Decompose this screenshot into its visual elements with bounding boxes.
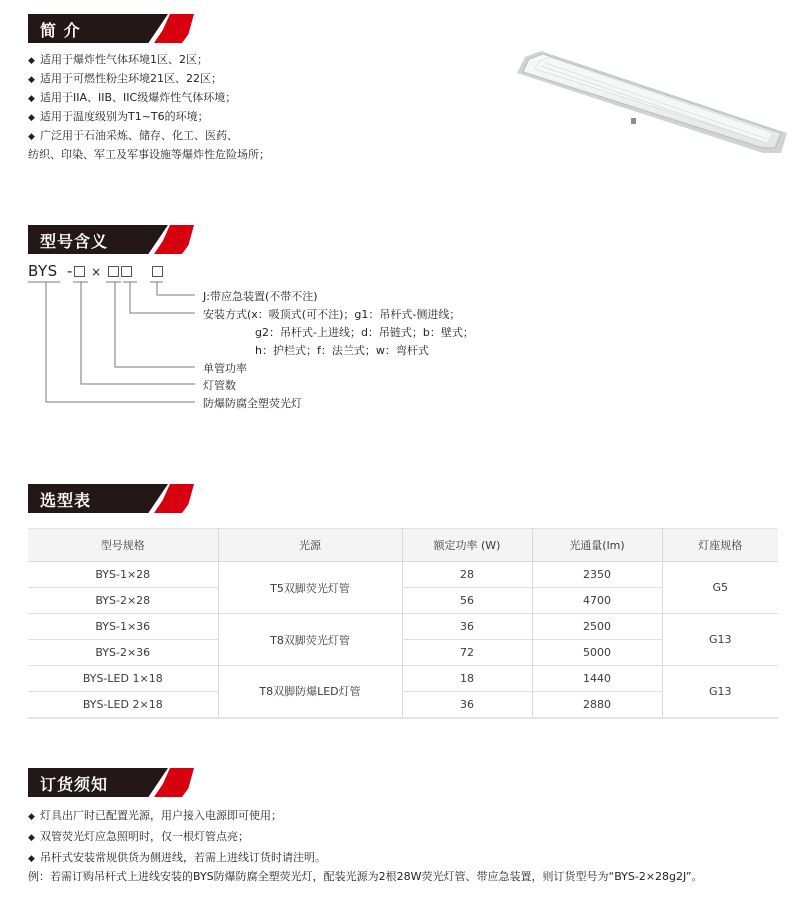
cell-model: BYS-LED 1×18 <box>28 666 218 692</box>
section-header-selection <box>28 484 194 513</box>
list-item: ◆ 适用于温度级别为T1~T6的环境； <box>28 108 270 127</box>
cell-flux: 1440 <box>532 666 662 692</box>
list-item-continuation: 纺织、印染、军工及军事设施等爆炸性危险场所； <box>28 148 270 161</box>
selection-table <box>28 528 778 719</box>
list-item: ◆ 双管荧光灯应急照明时，仅一根灯管点亮； <box>28 827 326 848</box>
model-dash: - <box>66 262 73 280</box>
model-label-install-1: 安装方式(x：吸顶式(可不注)；g1：吊杆式-侧进线； <box>203 308 461 321</box>
cell-power: 56 <box>402 588 532 614</box>
cell-model: BYS-2×36 <box>28 640 218 666</box>
model-label-count: 灯管数 <box>203 379 236 392</box>
diamond-bullet-icon: ◆ <box>28 94 35 104</box>
cell-base: G5 <box>662 562 778 614</box>
model-label-install-3: h：护栏式；f：法兰式；w：弯杆式 <box>255 344 429 357</box>
cell-base: G13 <box>662 614 778 666</box>
list-item: ◆ 吊杆式安装常规供货为侧进线，若需上进线订货时请注明。 <box>28 848 326 869</box>
cell-flux: 2500 <box>532 614 662 640</box>
ordering-example: 例：若需订购吊杆式上进线安装的BYS防爆防腐全塑荧光灯，配装光源为2根28W荧光灯管、带应急装置，则订货型号为“BYS-2×28g2J”。 <box>28 870 703 883</box>
cell-model: BYS-2×28 <box>28 588 218 614</box>
col-header-source: 光源 <box>218 529 402 562</box>
cell-model: BYS-1×36 <box>28 614 218 640</box>
col-header-base: 灯座规格 <box>662 529 778 562</box>
model-prefix: BYS <box>28 262 58 280</box>
model-label-power: 单管功率 <box>203 362 247 375</box>
cell-flux: 5000 <box>532 640 662 666</box>
cell-power: 72 <box>402 640 532 666</box>
section-title-selection: 选型表 <box>40 491 92 510</box>
section-title-ordering: 订货须知 <box>40 775 109 794</box>
diamond-bullet-icon: ◆ <box>28 833 35 843</box>
table-row <box>28 562 778 588</box>
cell-power: 28 <box>402 562 532 588</box>
cell-power: 36 <box>402 614 532 640</box>
section-header-ordering <box>28 768 194 797</box>
cell-source: T8双脚防爆LED灯管 <box>218 666 402 718</box>
cell-base: G13 <box>662 666 778 718</box>
list-item: ◆ 适用于IIA、IIB、IIC级爆炸性气体环境； <box>28 89 270 108</box>
section-title-model: 型号含义 <box>40 232 109 251</box>
diamond-bullet-icon: ◆ <box>28 854 35 864</box>
cell-flux: 2350 <box>532 562 662 588</box>
cell-model: BYS-1×28 <box>28 562 218 588</box>
model-times: × <box>91 265 102 279</box>
diamond-bullet-icon: ◆ <box>28 56 35 66</box>
cell-flux: 2880 <box>532 692 662 718</box>
col-header-power: 额定功率 (W) <box>402 529 532 562</box>
list-item: ◆ 适用于爆炸性气体环境1区、2区； <box>28 51 270 70</box>
cell-flux: 4700 <box>532 588 662 614</box>
diamond-bullet-icon: ◆ <box>28 132 35 142</box>
diamond-bullet-icon: ◆ <box>28 113 35 123</box>
diamond-bullet-icon: ◆ <box>28 812 35 822</box>
ordering-bullet-list <box>28 806 326 869</box>
diamond-bullet-icon: ◆ <box>28 75 35 85</box>
section-title-intro: 简 介 <box>40 21 81 40</box>
table-header-row <box>28 529 778 562</box>
model-label-emergency: J:带应急装置(不带不注) <box>203 290 318 303</box>
cell-power: 18 <box>402 666 532 692</box>
cell-source: T8双脚荧光灯管 <box>218 614 402 666</box>
list-item: ◆ 广泛用于石油采炼、储存、化工、医药、 <box>28 127 270 146</box>
cell-model: BYS-LED 2×18 <box>28 692 218 718</box>
table-row <box>28 614 778 640</box>
cell-power: 36 <box>402 692 532 718</box>
table-row <box>28 666 778 692</box>
model-label-install-2: g2：吊杆式-上进线；d：吊链式；b：壁式； <box>255 326 474 339</box>
model-label-product: 防爆防腐全塑荧光灯 <box>203 397 302 410</box>
cell-source: T5双脚荧光灯管 <box>218 562 402 614</box>
list-item: ◆ 灯具出厂时已配置光源，用户接入电源即可使用； <box>28 806 326 827</box>
list-item: ◆ 适用于可燃性粉尘环境21区、22区； <box>28 70 270 89</box>
col-header-flux: 光通量(lm) <box>532 529 662 562</box>
col-header-model: 型号规格 <box>28 529 218 562</box>
